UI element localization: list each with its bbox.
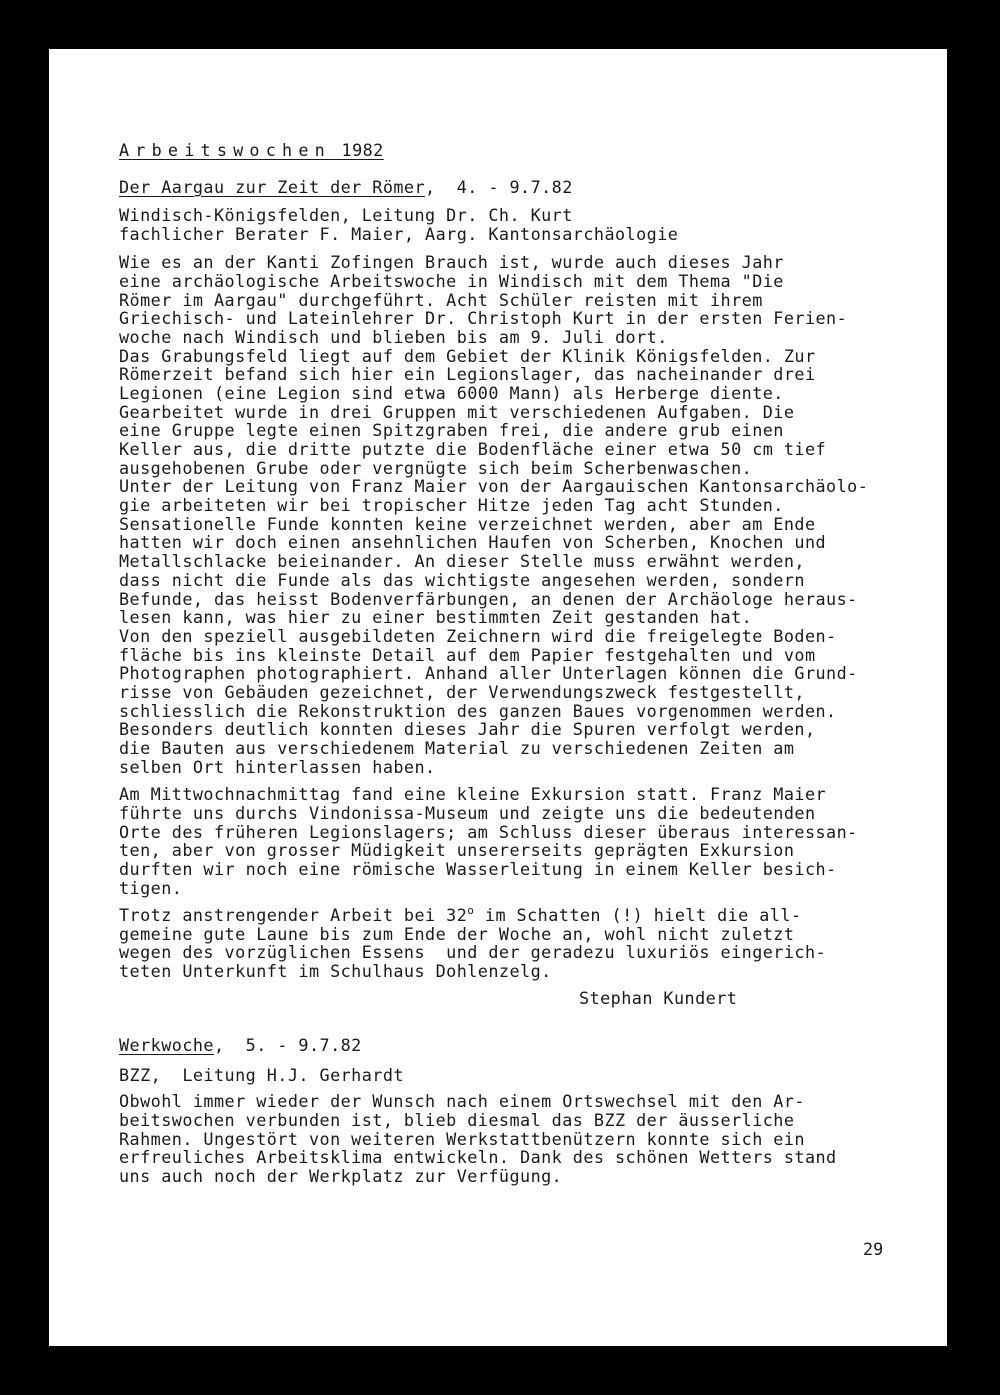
document-page [49, 49, 947, 1346]
text-line: Orte des früheren Legionslagers; am Schluss dieser überaus interessan- [119, 822, 858, 842]
text-line: Legionen (eine Legion sind etwa 6000 Mann) als Herberge diente. [119, 383, 784, 403]
text-line: risse von Gebäuden gezeichnet, der Verwendungszweck festgestellt, [119, 682, 805, 702]
text-line: fläche bis ins kleinste Detail auf dem Papier festgehalten und vom [119, 645, 816, 665]
text-line: woche nach Windisch und blieben bis am 9. Juli dort. [119, 327, 668, 347]
text-line: Wie es an der Kanti Zofingen Brauch ist, wurde auch dieses Jahr [119, 252, 784, 272]
text-line: Befunde, das heisst Bodenverfärbungen, an denen der Archäologe heraus- [119, 589, 858, 609]
text-line: dass nicht die Funde als das wichtigste angesehen werden, sondern [119, 570, 805, 590]
section1-header [119, 178, 573, 197]
text-line: beitswochen verbunden ist, blieb diesmal das BZZ der äusserliche [119, 1110, 795, 1130]
text-line: eine Gruppe legte einen Spitzgraben frei, die andere grub einen [119, 420, 784, 440]
text-line: gie arbeiteten wir bei tropischer Hitze jeden Tag acht Stunden. [119, 495, 784, 515]
text-line: erfreuliches Arbeitsklima entwickeln. Dank des schönen Wetters stand [119, 1147, 837, 1167]
section2-meta-line: BZZ, Leitung H.J. Gerhardt [119, 1065, 404, 1085]
text-line: Von den speziell ausgebildeten Zeichnern wird die freigelegte Boden- [119, 626, 837, 646]
text-line: Römer im Aargau" durchgeführt. Acht Schüler reisten mit ihrem [119, 290, 763, 310]
text-line: Photographen photographiert. Anhand aller Unterlagen können die Grund- [119, 663, 858, 683]
text-line: Sensationelle Funde konnten keine verzeichnet werden, aber am Ende [119, 514, 816, 534]
text-line: Unter der Leitung von Franz Maier von der Aargauischen Kantonsarchäolo- [119, 476, 869, 496]
section2-header [119, 1036, 362, 1055]
section1-title: Der Aargau zur Zeit der Römer [119, 177, 426, 197]
text-line: teten Unterkunft im Schulhaus Dohlenzelg. [119, 961, 552, 981]
text-line: die Bauten aus verschiedenem Material zu verschiedenen Zeiten am [119, 738, 795, 758]
text-line: tigen. [119, 878, 183, 898]
text-line: lesen kann, was hier zu einer bestimmten Zeit gestanden hat. [119, 607, 753, 627]
section1-meta-line: fachlicher Berater F. Maier, Aarg. Kantonsarchäologie [119, 224, 679, 244]
text-line: Metallschlacke beieinander. An dieser Stelle muss erwähnt werden, [119, 551, 805, 571]
section1-meta-line: Windisch-Königsfelden, Leitung Dr. Ch. Kurt [119, 205, 573, 225]
text-line: Besonders deutlich konnten dieses Jahr die Spuren verfolgt werden, [119, 719, 816, 739]
text-line: Das Grabungsfeld liegt auf dem Gebiet der Klinik Königsfelden. Zur [119, 346, 816, 366]
section2-date: , 5. - 9.7.82 [213, 1035, 362, 1055]
text-line: schliesslich die Rekonstruktion des ganzen Baues vorgenommen werden. [119, 701, 837, 721]
page-number: 29 [863, 1239, 884, 1259]
text-line: führte uns durchs Vindonissa-Museum und zeigte uns die bedeutenden [119, 803, 816, 823]
text-line: Rahmen. Ungestört von weiteren Werkstattbenützern konnte sich ein [119, 1129, 805, 1149]
text-line: uns auch noch der Werkplatz zur Verfügung. [119, 1166, 563, 1186]
text-line: gemeine gute Laune bis zum Ende der Woche an, wohl nicht zuletzt [119, 924, 795, 944]
text-line: eine archäologische Arbeitswoche in Windisch mit dem Thema "Die [119, 271, 784, 291]
text-line: ausgehobenen Grube oder vergnügte sich beim Scherbenwaschen. [119, 458, 753, 478]
section1-date: , 4. - 9.7.82 [425, 177, 573, 197]
text-line: selben Ort hinterlassen haben. [119, 757, 436, 777]
author-signature: Stephan Kundert [579, 988, 738, 1008]
text-line: Griechisch- und Lateinlehrer Dr. Christoph Kurt in der ersten Ferien- [119, 308, 848, 328]
text-line: Keller aus, die dritte putzte die Bodenfläche einer etwa 50 cm tief [119, 439, 827, 459]
text-line: Trotz anstrengender Arbeit bei 32$^o$ im Schatten (!) hielt die all- [119, 904, 802, 925]
text-line: durften wir noch eine römische Wasserleitung in einem Keller besich- [119, 859, 837, 879]
section2-title: Werkwoche [119, 1035, 214, 1055]
text-line: Gearbeitet wurde in drei Gruppen mit verschiedenen Aufgaben. Die [119, 402, 795, 422]
degree-superscript: o [467, 904, 475, 917]
text-line: wegen des vorzüglichen Essens und der geradezu luxuriös eingerich- [119, 942, 827, 962]
text-line: Römerzeit befand sich hier ein Legionslager, das nacheinander drei [119, 364, 816, 384]
page-heading: Arbeitswochen 1982 [119, 140, 384, 160]
text-line: ten, aber von grosser Müdigkeit unsererseits geprägten Exkursion [119, 840, 795, 860]
text-line: Am Mittwochnachmittag fand eine kleine Exkursion statt. Franz Maier [119, 784, 827, 804]
text-line: Obwohl immer wieder der Wunsch nach einem Ortswechsel mit den Ar- [119, 1091, 805, 1111]
text-line: hatten wir doch einen ansehnlichen Haufen von Scherben, Knochen und [119, 532, 827, 552]
